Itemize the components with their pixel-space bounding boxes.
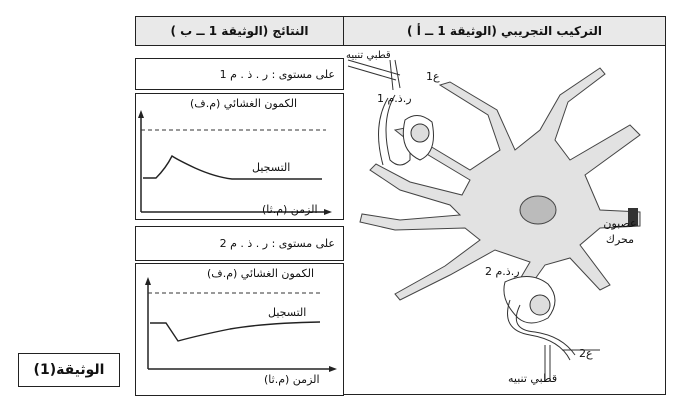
graph2-y-label: الكمون الغشائي (م.ف) — [207, 267, 314, 280]
graph1-x-label: الزمن (م.ثا) — [262, 203, 318, 216]
document-label: الوثيقة(1) — [33, 362, 105, 378]
graph2-curve-label: التسجيل — [268, 306, 307, 319]
rdm2-label: ر.ذ.م 2 — [485, 265, 520, 278]
level2-label: على مستوى : ر . ذ . م 2 — [219, 237, 335, 250]
motor-neuron-label: عصبون محرك — [603, 217, 637, 246]
graph2-x-label: الزمن (م.ثا) — [264, 373, 320, 386]
graph1-curve-label: التسجيل — [252, 161, 291, 174]
level1-label: على مستوى : ر . ذ . م 1 — [219, 67, 335, 81]
presynaptic-neuron-2 — [504, 276, 600, 380]
graph1-y-label: الكمون الغشائي (م.ف) — [190, 97, 297, 110]
document-label-box — [18, 353, 120, 387]
e1-label: ع1 — [426, 70, 440, 83]
stim-poles-bottom-label: قطبي تنبيه — [508, 372, 558, 385]
e2-label: ع2 — [579, 347, 593, 360]
presynaptic-neuron-1 — [348, 60, 434, 165]
setup-header-text: التركيب التجريبي (الوثيقة 1 ــ أ ) — [407, 24, 602, 38]
rdm1-label: ر.ذ.م 1 — [377, 92, 412, 105]
stim-poles-top-label: قطبي تنبيه — [346, 50, 391, 61]
results-header-text: النتائج (الوثيقة 1 ــ ب ) — [170, 24, 309, 38]
nucleus — [520, 196, 556, 224]
